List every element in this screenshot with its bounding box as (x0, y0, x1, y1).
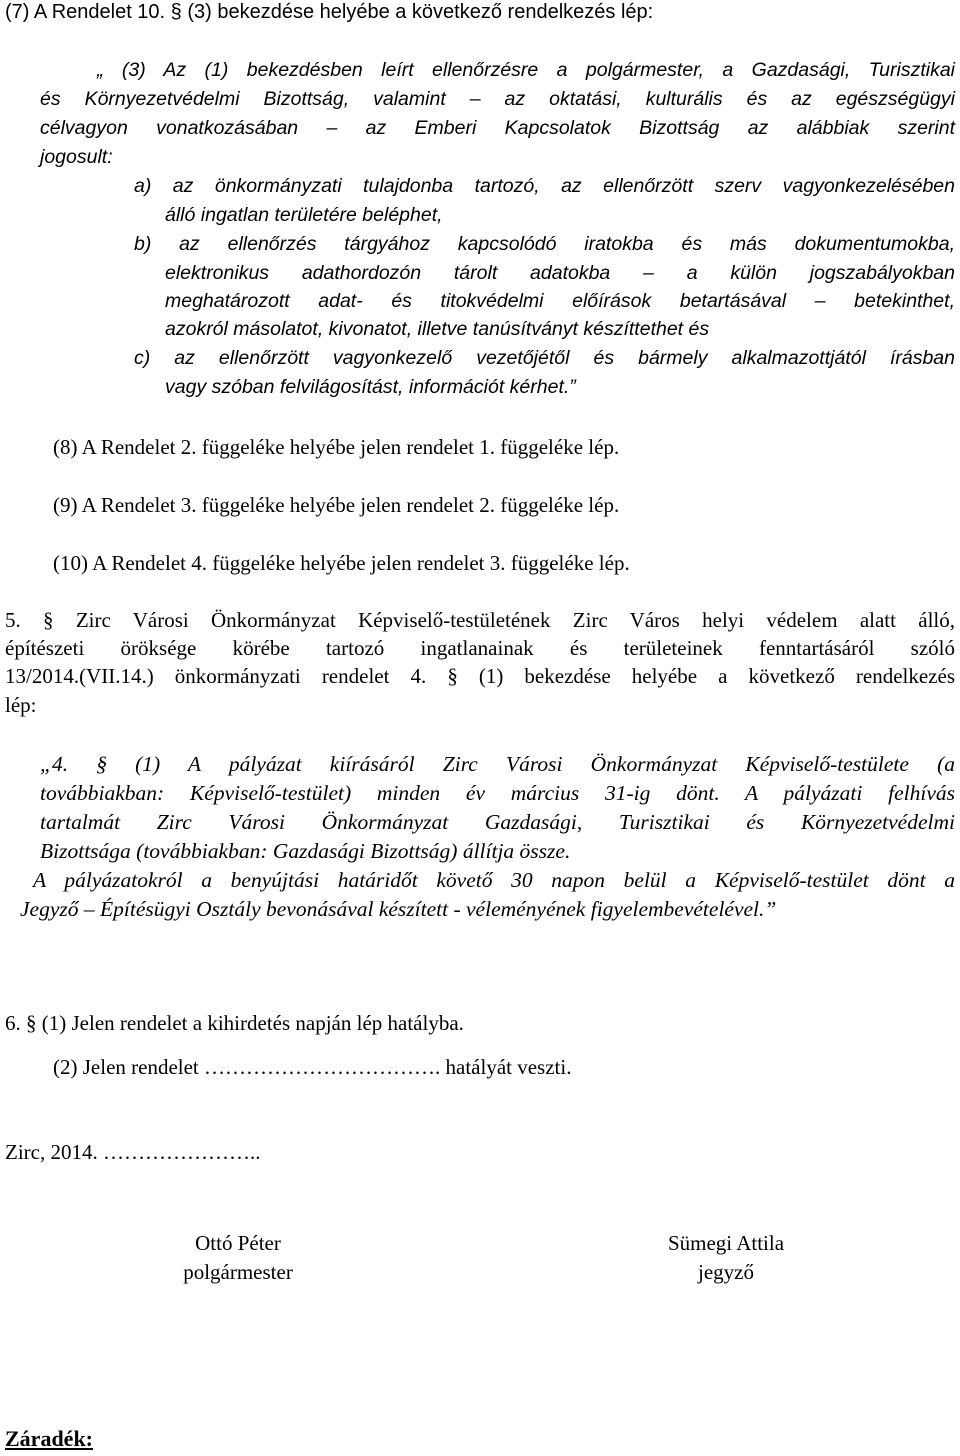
item-b-line: elektronikus adathordozón tárolt adatokba – a külön jogszabályokban (165, 262, 955, 284)
signatory-name: Sümegi Attila (667, 1231, 785, 1255)
section-5-line: építészeti öröksége körébe tartozó ingatlanainak és területeinek fenntartásáról szóló (5, 636, 955, 660)
item-a-line: a) az önkormányzati tulajdonba tartozó, az ellenőrzött szerv vagyonkezelésében (134, 175, 955, 197)
section-6-line-1: 6. § (1) Jelen rendelet a kihirdetés napján lép hatályba. (5, 1011, 464, 1035)
signatory-name: Ottó Péter (195, 1231, 281, 1255)
item-a-line: álló ingatlan területére beléphet, (165, 204, 443, 226)
quote-line: „ (3) Az (1) bekezdésben leírt ellenőrzésre a polgármester, a Gazdasági, Turisztikai (97, 59, 955, 81)
item-b-line: meghatározott adat- és titokvédelmi előírások betartásával – betekinthet, (165, 290, 955, 312)
signatory-title: polgármester (183, 1260, 293, 1284)
signature-block-mayor (138, 1229, 338, 1287)
paragraph-8: (8) A Rendelet 2. függeléke helyébe jelen rendelet 1. függeléke lép. (53, 435, 620, 459)
quote-line: és Környezetvédelmi Bizottság, valamint – az oktatási, kulturális és az egészségügyi (40, 88, 955, 110)
quote-line: jogosult: (40, 146, 113, 168)
section-5-quote-line: Bizottsága (továbbiakban: Gazdasági Bizottság) állítja össze. (40, 839, 571, 863)
zaradek-heading: Záradék: (5, 1426, 93, 1451)
section-7-intro: (7) A Rendelet 10. § (3) bekezdése helyébe a következő rendelkezés lép: (5, 1, 654, 23)
section-5-quote-line: A pályázatokról a benyújtási határidőt követő 30 napon belül a Képviselő-testület dönt a (33, 868, 955, 892)
paragraph-9: (9) A Rendelet 3. függeléke helyébe jelen rendelet 2. függeléke lép. (53, 493, 620, 517)
section-5-quote-line: továbbiakban: Képviselő-testület) minden év március 31-ig dönt. A pályázati felhívás (40, 781, 955, 805)
place-date: Zirc, 2014. ………………….. (5, 1140, 261, 1164)
section-5-line: lép: (5, 693, 37, 717)
paragraph-10: (10) A Rendelet 4. függeléke helyébe jelen rendelet 3. függeléke lép. (53, 551, 630, 575)
quote-line: célvagyon vonatkozásában – az Emberi Kapcsolatok Bizottság az alábbiak szerint (40, 117, 955, 139)
section-5-quote-line: tartalmát Zirc Városi Önkormányzat Gazdasági, Turisztikai és Környezetvédelmi (40, 810, 955, 834)
item-c-line: vagy szóban felvilágosítást, információt kérhet.” (165, 376, 576, 398)
signature-block-notary (626, 1229, 826, 1287)
item-b-line: b) az ellenőrzés tárgyához kapcsolódó iratokba és más dokumentumokba, (134, 233, 955, 255)
section-6-line-2: (2) Jelen rendelet ……………………………. hatályát veszti. (53, 1055, 572, 1079)
section-5-line: 5. § Zirc Városi Önkormányzat Képviselő-testületének Zirc Város helyi védelem alatt álló, (5, 608, 955, 632)
section-5-quote-line: „4. § (1) A pályázat kiírásáról Zirc Városi Önkormányzat Képviselő-testülete (a (40, 752, 955, 776)
section-5-quote-line: Jegyző – Építésügyi Osztály bevonásával készített - véleményének figyelembevételével.” (20, 897, 777, 921)
section-5-line: 13/2014.(VII.14.) önkormányzati rendelet 4. § (1) bekezdése helyébe a következő rendelkezés (5, 664, 955, 688)
item-b-line: azokról másolatot, kivonatot, illetve tanúsítványt készíttethet és (165, 318, 710, 340)
signatory-title: jegyző (698, 1260, 754, 1284)
item-c-line: c) az ellenőrzött vagyonkezelő vezetőjétől és bármely alkalmazottjától írásban (134, 347, 955, 369)
